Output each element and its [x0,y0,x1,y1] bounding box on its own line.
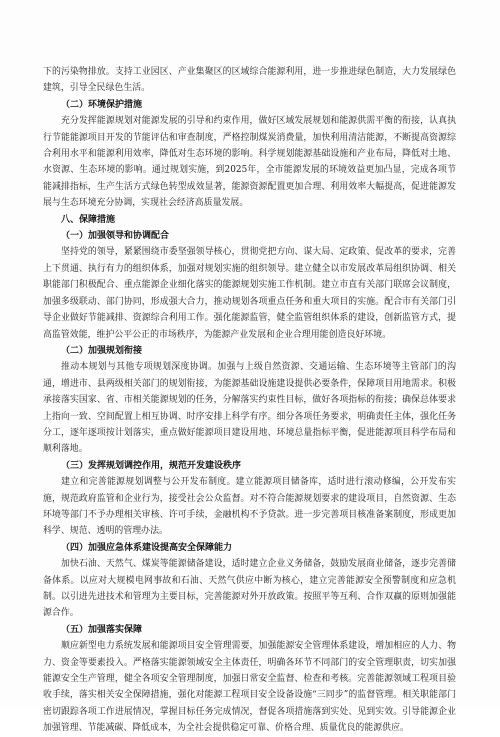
section-heading: （一）加强领导和协调配合 [61,231,170,242]
section-paragraph: 推动本规划与其他专项规划深度协调。加强与上级自然资源、交通运输、生态环境等主管部门的沟通，增进市、县两级相关部门的规划衔接，为能源基础设施建设提供必要条件，保障项目用地需求。积极承接落实国家、省、市相关能源规划的任务，分解落实约束性目标，做好各项指标的衔接；确保总体要求上指向一致、空间配置上相互协调、时序安排上科学有序。细分各项任务要求，明确责任主体，强化任务分工，逐年逐项按计划落实，重点做好能源项目建设用地、环境总量指标平衡，促进能源项目科学布局和顺利落地。 [43,362,456,455]
section-environmental-measures [43,97,456,212]
section-heading: （五）加强落实保障 [61,624,143,635]
section-planning-coordination [43,343,456,458]
section-regulation [43,458,456,540]
section-paragraph: 加快石油、天然气、煤炭等能源储备建设，适时建立企业义务储备，鼓励发展商业储备，逐步完善储备体系。以应对大规模电网事故和石油、天然气供应中断为核心，建立完善能源安全预警制度和应急机制。以引进先进技术和管理为主要目标，完善能源对外开放政策。按照平等互利、合作双赢的原则加强能源合作。 [43,559,456,619]
section-paragraph: 建立和完善能源规划调整与公开发布制度。建立能源项目储备库，适时进行滚动修编，公开发布实施，规范政府监管和企业行为，接受社会公众监督。对不符合能源规划要求的建设项目，自然资源、生态环境等部门不予办理相关审核、许可手续，金融机构不予贷款。进一步完善项目核准备案制度，形成更加科学、规范、透明的管理办法。 [43,477,456,537]
lead-paragraph: 下的污染物排放。支持工业园区、产业集聚区的区域综合能源利用，进一步推进绿色制造，大力发展绿色建筑，引导全民绿色生活。 [43,67,456,94]
section-heading: （二）加强规划衔接 [61,345,143,356]
section-emergency [43,540,456,622]
section-heading: （二）环境保护措施 [61,99,143,110]
section-paragraph: 坚持党的领导，紧紧围绕市委坚强领导核心，贯彻党把方向、谋大局、定政策、促改革的要求，完善上下贯通、执行有力的组织体系，加强对规划实施的组织领导。建立健全以市发展改革局组织协调、相关职能部门积极配合、重点能源企业细化落实的能源规划实施工作机制。建立市直有关部门联席会议制度，加强多级联动、部门协同，形成强大合力，推动规划各项重点任务和重大项目的实施。配合市有关部门引导企业做好节能减排、资源综合利用工作。强化能源监管，健全监管组织体系的建设，创新监管方式，提高监管效能，维护公平公正的市场秩序，为能源产业发展和企业合理用能创造良好环境。 [43,247,456,340]
section-heading: （四）加强应急体系建设提高安全保障能力 [61,542,233,553]
section-implementation [43,622,456,737]
section-heading: （三）发挥规划调控作用，规范开发建设秩序 [61,460,242,471]
section-paragraph: 顺应新型电力系统发展和能源项目安全管理需要，加强能源安全管理体系建设，增加相应的人力、物力、资金等要素投入。严格落实能源领域安全主体责任，明确各环节不同部门的安全管理职责，切实加强能源安全生产管理，健全各项安全管理制度，加强日常安全监督、检查和考核。完善能源领域工程项目验收手续，落实相关安全保障措施，强化对能源工程项目安全设备设施“三同步”的监督管理。相关职能部门密切跟踪各项工作进展情况，掌握目标任务完成情况，督促各项措施落到实处、见到实效。引导能源企业加强管理、节能减碳、降低成本，为全社会提供稳定可靠、价格合理、质量优良的能源供应。 [43,641,456,734]
chapter-safeguards [43,212,456,228]
chapter-heading: 八、保障措施 [61,214,116,225]
section-leadership [43,228,456,343]
section-paragraph: 充分发挥能源规划对能源发展的引导和约束作用，做好区域发展规划和能源供需平衡的衔接，认真执行节能能源项目开发的节能评估和审查制度，严格控制煤炭消费量，加快利用清洁能源，不断提高资源综合利用水平和能源利用效率，降低对生态环境的影响。科学规划能源基础设施和产业布局，降低对土地、水资源、生态环境的影响。通过规划实施，到2025年，全市能源发展的环境效益更加凸显，完成各项节能减排指标，生产生活方式绿色转型成效显著，能源资源配置更加合理、利用效率大幅提高，促进能源发展与生态环境充分协调，实现社会经济高质量发展。 [43,116,456,209]
